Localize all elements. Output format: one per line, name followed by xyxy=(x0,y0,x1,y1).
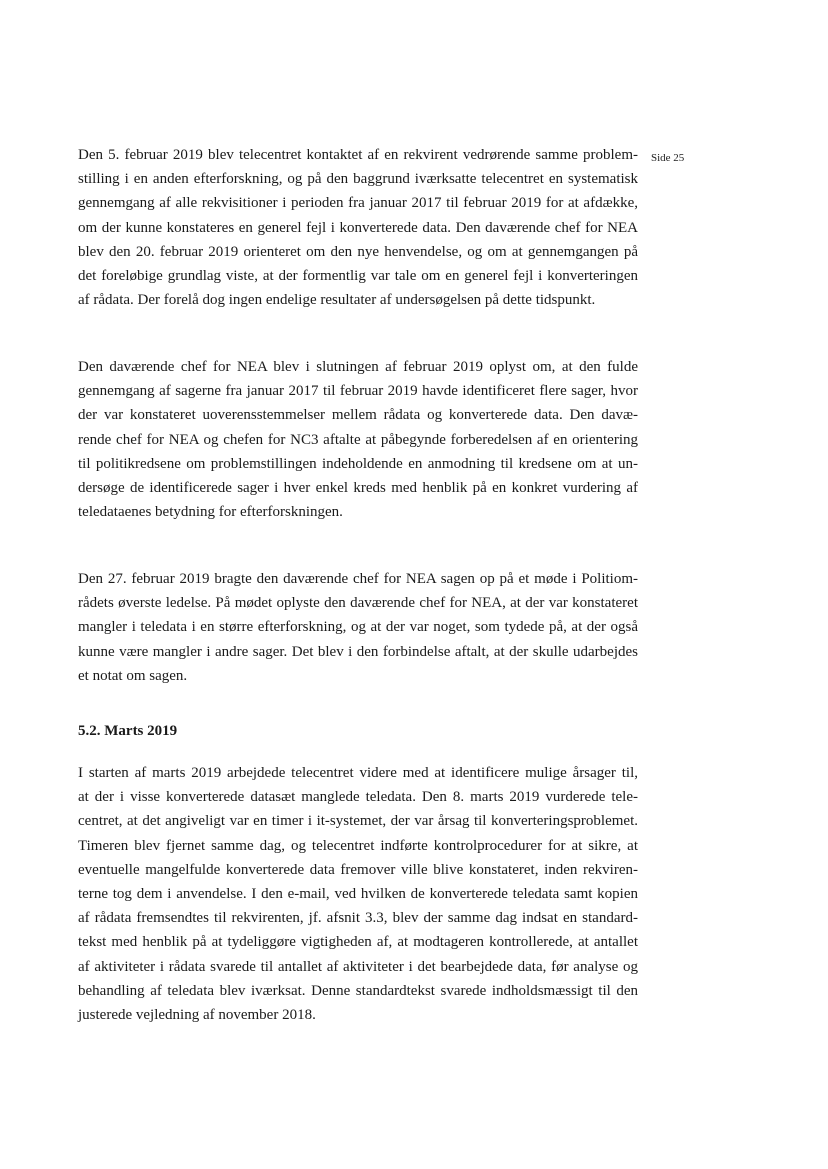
text-line: blev den 20. februar 2019 orienteret om den nye henvendelse, og om at gennemgangen på xyxy=(78,243,638,260)
text-line: et notat om sagen. xyxy=(78,667,188,684)
paragraph-3 xyxy=(78,567,638,688)
text-line: justerede vejledning af november 2018. xyxy=(78,1007,316,1024)
text-line: gennemgang af sagerne fra januar 2017 til februar 2019 havde identificeret flere sager, hvor xyxy=(78,383,638,400)
text-line: dersøge de identificerede sager i hver enkel kreds med henblik på en konkret vurdering af xyxy=(78,480,638,497)
text-line: gennemgang af alle rekvisitioner i perioden fra januar 2017 til februar 2019 for at afdække, xyxy=(78,195,638,212)
text-line: kunne være mangler i andre sager. Det blev i den forbindelse aftalt, at der skulle udarbejdes xyxy=(78,643,638,660)
text-line: stilling i en anden efterforskning, og på den baggrund iværksatte telecentret en systematisk xyxy=(78,171,638,188)
text-line: terne tog dem i anvendelse. I den e-mail, ved hvilken de konverterede teledata samt kopien xyxy=(78,886,638,903)
section-paragraph xyxy=(78,761,638,1027)
paragraph-1 xyxy=(78,143,638,312)
text-line: rende chef for NEA og chefen for NC3 aftalte at påbegynde forberedelsen af en orientering xyxy=(78,431,638,448)
text-line: Den 27. februar 2019 bragte den daværende chef for NEA sagen op på et møde i Politiom- xyxy=(78,571,638,587)
text-line: Den 5. februar 2019 blev telecentret kontaktet af en rekvirent vedrørende samme problem- xyxy=(78,147,638,163)
text-line: I starten af marts 2019 arbejdede telecentret videre med at identificere mulige årsager til, xyxy=(78,765,638,781)
text-line: Timeren blev fjernet samme dag, og telecentret indførte kontrolprocedurer for at sikre, at xyxy=(78,837,638,854)
text-line: teledataenes betydning for efterforskningen. xyxy=(78,504,343,521)
paragraph-2 xyxy=(78,355,638,524)
text-line: af rådata. Der forelå dog ingen endelige resultater af undersøgelsen på dette tidspunkt. xyxy=(78,292,596,309)
text-line: tekst med henblik på at tydeliggøre vigtigheden af, at modtageren kontrollerede, at antallet xyxy=(78,934,638,951)
text-line: mangler i teledata i en større efterforskning, og at der var noget, som tydede på, at der også xyxy=(78,619,638,636)
text-line: der var konstateret uoverensstemmelser mellem rådata og konverterede data. Den davæ- xyxy=(78,407,638,424)
text-line: eventuelle mangelfulde konverterede data fremover ville blive konstateret, inden rekviren- xyxy=(78,861,638,878)
text-line: af rådata fremsendtes til rekvirenten, jf. afsnit 3.3, blev der samme dag indsat en standard- xyxy=(78,910,638,927)
page-number: Side 25 xyxy=(651,152,685,164)
text-line: behandling af teledata blev iværksat. Denne standardtekst svarede indholdsmæssigt til den xyxy=(78,982,638,999)
text-line: af aktiviteter i rådata svarede til antallet af aktiviteter i det bearbejdede data, før analyse og xyxy=(78,958,638,975)
text-line: om der kunne konstateres en generel fejl i konverterede data. Den daværende chef for NEA xyxy=(78,219,638,236)
text-line: det foreløbige grundlag viste, at der formentlig var tale om en generel fejl i konverteringen xyxy=(78,268,638,285)
text-line: Den daværende chef for NEA blev i slutningen af februar 2019 oplyst om, at den fulde xyxy=(78,359,638,375)
section-heading: 5.2. Marts 2019 xyxy=(78,723,178,739)
text-line: rådets øverste ledelse. På mødet oplyste den daværende chef for NEA, at der var konstateret xyxy=(78,595,638,612)
text-line: til politikredsene om problemstillingen indeholdende en anmodning til kredsene om at un- xyxy=(78,455,638,472)
text-line: at der i visse konverterede datasæt manglede teledata. Den 8. marts 2019 vurderede tele- xyxy=(78,789,638,806)
text-line: centret, at det angiveligt var en timer i it-systemet, der var årsag til konverteringsproblemet. xyxy=(78,813,638,830)
